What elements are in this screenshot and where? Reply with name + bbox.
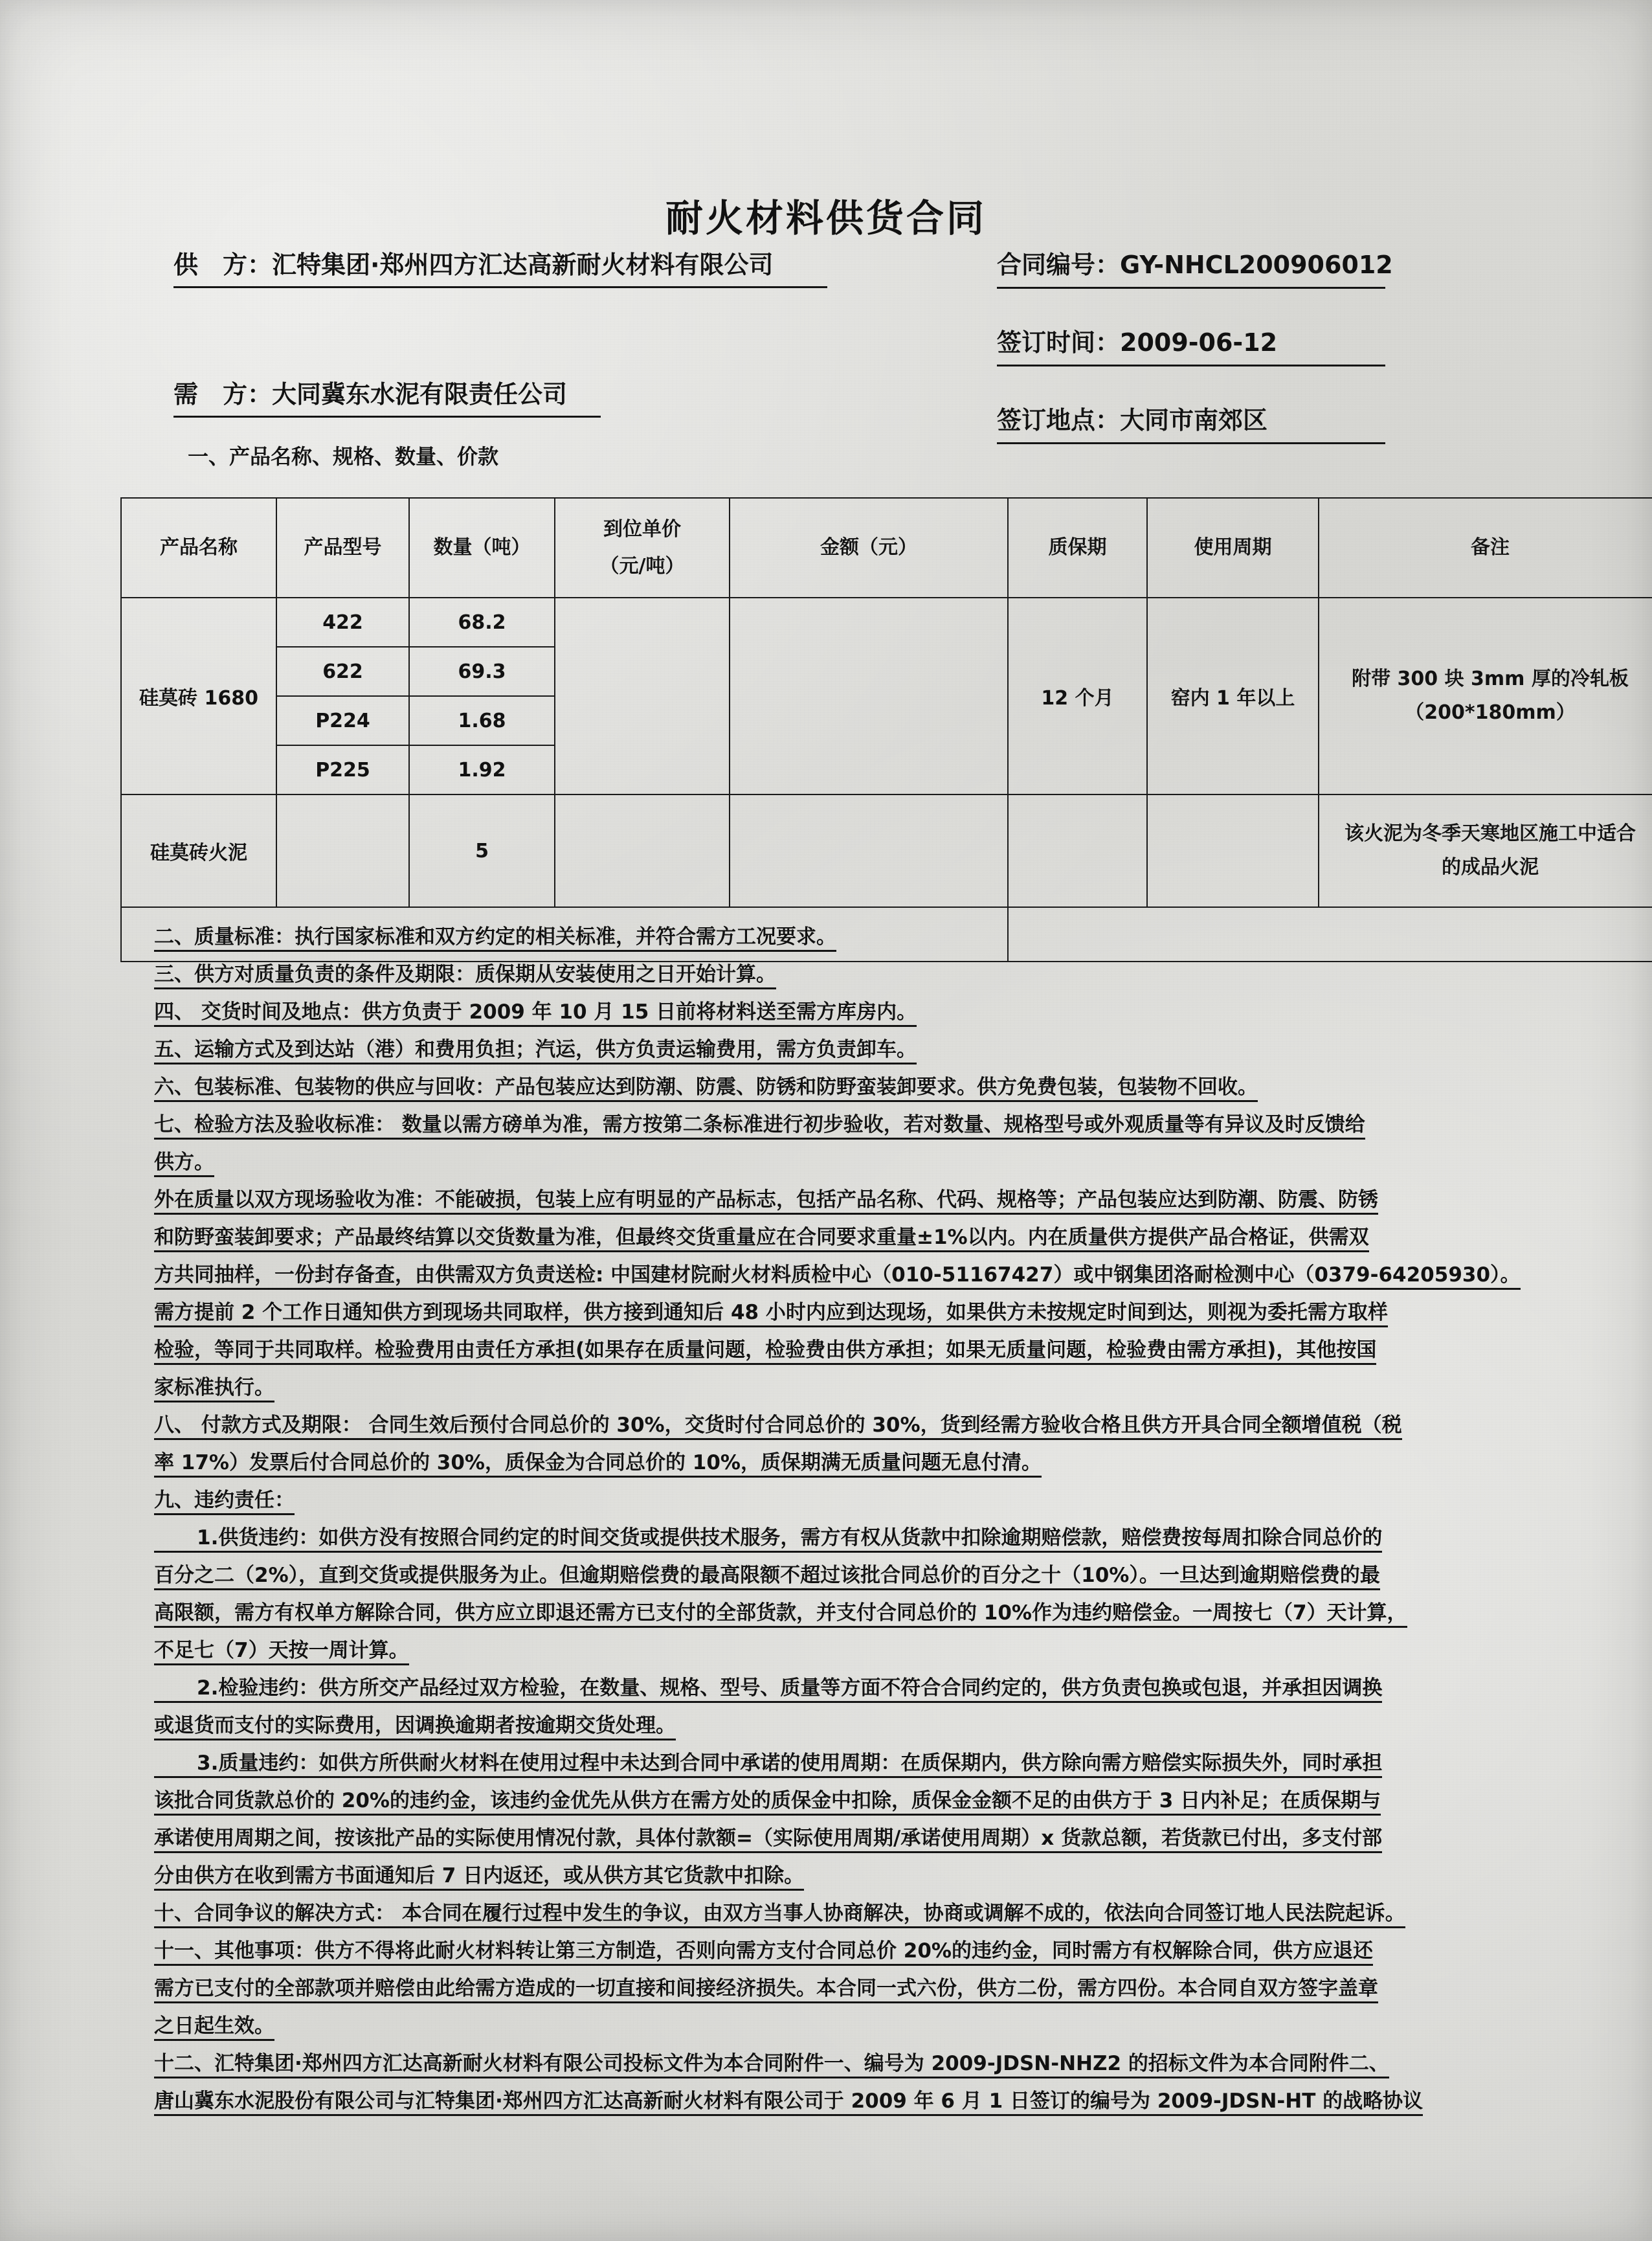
page-title: 耐火材料供货合同 xyxy=(665,196,987,240)
sign-place-underline xyxy=(997,442,1385,444)
cell-service-life-1: 窑内 1 年以上 xyxy=(1147,598,1319,794)
clause-paragraph xyxy=(154,927,1565,952)
clause-line: 十一、其他事项：供方不得将此耐火材料转让第三方制造，否则向需方支付合同总价 20%的违约金，同时需方有权解除合同，供方应退还 xyxy=(154,1941,1373,1966)
clause-paragraph xyxy=(154,2054,1565,2116)
clause-line: 三、供方对质量负责的条件及期限：质保期从安装使用之日开始计算。 xyxy=(154,965,776,989)
sign-date-value: 2009-06-12 xyxy=(1120,328,1278,357)
clause-line: 二、质量标准：执行国家标准和双方约定的相关标准，并符合需方工况要求。 xyxy=(154,927,836,952)
clause-paragraph xyxy=(154,1753,1565,1891)
contract-number-label: 合同编号： xyxy=(997,251,1121,279)
clause-line: 率 17%）发票后付合同总价的 30%，质保金为合同总价的 10%，质保期满无质量问题无息付清。 xyxy=(154,1453,1042,1478)
clause-paragraph xyxy=(154,1678,1565,1740)
table-header-row xyxy=(121,498,1652,598)
clause-line: 或退货而支付的实际费用，因调换逾期者按逾期交货处理。 xyxy=(154,1716,676,1740)
clause-line: 家标准执行。 xyxy=(154,1378,274,1402)
unit-price-line-2: （元/吨） xyxy=(599,555,685,578)
contract-number-value: GY-NHCL200906012 xyxy=(1120,251,1393,279)
sign-date-row xyxy=(997,322,1277,358)
clause-line: 供方。 xyxy=(154,1153,214,1177)
cell-qty-1-1: 68.2 xyxy=(409,598,555,647)
col-header-amount: 金额（元） xyxy=(730,498,1008,598)
sign-date-label: 签订时间： xyxy=(997,328,1121,357)
clause-line: 十二、汇特集团·郑州四方汇达高新耐火材料有限公司投标文件为本合同附件一、编号为 2009-JDSN-NHZ2 的招标文件为本合同附件二、 xyxy=(154,2054,1389,2078)
sign-date-underline xyxy=(997,365,1385,366)
col-header-unit-price xyxy=(555,498,730,598)
clause-paragraph xyxy=(154,1415,1565,1478)
section-1-heading: 一、产品名称、规格、数量、价款 xyxy=(188,444,499,469)
clause-paragraph xyxy=(154,1077,1565,1102)
table-row xyxy=(121,598,1652,647)
cell-amount-1 xyxy=(730,598,1008,794)
cell-model-1-2: 622 xyxy=(276,647,409,696)
clause-line: 需方已支付的全部款项并赔偿由此给需方造成的一切直接和间接经济损失。本合同一式六份，供方二份，需方四份。本合同自双方签字盖章 xyxy=(154,1979,1378,2003)
col-header-service-life: 使用周期 xyxy=(1147,498,1319,598)
clause-line: 3.质量违约：如供方所供耐火材料在使用过程中未达到合同中承诺的使用周期：在质保期内，供方除向需方赔偿实际损失外，同时承担 xyxy=(154,1753,1382,1778)
supplier-name: 汇特集团·郑州四方汇达高新耐火材料有限公司 xyxy=(272,251,774,279)
clause-paragraph xyxy=(154,965,1565,989)
cell-model-2 xyxy=(276,794,409,907)
clause-line: 九、违约责任： xyxy=(154,1491,295,1515)
cell-product-name-2: 硅莫砖火泥 xyxy=(121,794,276,907)
buyer-label: 需 方： xyxy=(173,380,273,409)
sign-place-row xyxy=(997,400,1267,436)
clause-line: 之日起生效。 xyxy=(154,2016,274,2041)
cell-unit-price-1 xyxy=(555,598,730,794)
supplier-underline xyxy=(173,286,827,288)
cell-service-life-2 xyxy=(1147,794,1319,907)
clause-line: 承诺使用周期之间，按该批产品的实际使用情况付款，具体付款额=（实际使用周期/承诺使用周期）x 货款总额，若货款已付出，多支付部 xyxy=(154,1829,1382,1853)
clause-line: 高限额，需方有权单方解除合同，供方应立即退还需方已支付的全部货款，并支付合同总价的 10%作为违约赔偿金。一周按七（7）天计算， xyxy=(154,1603,1407,1628)
cell-model-1-1: 422 xyxy=(276,598,409,647)
clause-list xyxy=(154,927,1565,2129)
unit-price-line-1: 到位单价 xyxy=(603,517,681,541)
clause-line: 八、 付款方式及期限： 合同生效后预付合同总价的 30%，交货时付合同总价的 30%，货到经需方验收合格且供方开具合同全额增值税（税 xyxy=(154,1415,1402,1440)
cell-qty-1-4: 1.92 xyxy=(409,745,555,794)
clause-line: 百分之二（2%），直到交货或提供服务为止。但逾期赔偿费的最高限额不超过该批合同总价的百分之十（10%）。一旦达到逾期赔偿费的最 xyxy=(154,1566,1380,1590)
clause-line: 检验，等同于共同取样。检验费用由责任方承担(如果存在质量问题，检验费由供方承担；如果无质量问题，检验费由需方承担)，其他按国 xyxy=(154,1340,1376,1365)
clause-line: 分由供方在收到需方书面通知后 7 日内返还，或从供方其它货款中扣除。 xyxy=(154,1866,804,1891)
col-header-product-model: 产品型号 xyxy=(276,498,409,598)
remark-1-line-1: 附带 300 块 3mm 厚的冷轧板 xyxy=(1352,667,1629,690)
clause-paragraph xyxy=(154,1002,1565,1027)
cell-unit-price-2 xyxy=(555,794,730,907)
clause-line: 1.供货违约：如供方没有按照合同约定的时间交货或提供技术服务，需方有权从货款中扣除逾期赔偿款，赔偿费按每周扣除合同总价的 xyxy=(154,1528,1382,1553)
cell-warranty-2 xyxy=(1008,794,1147,907)
cell-qty-2: 5 xyxy=(409,794,555,907)
col-header-product-name: 产品名称 xyxy=(121,498,276,598)
clause-paragraph xyxy=(154,1528,1565,1665)
cell-warranty-1: 12 个月 xyxy=(1008,598,1147,794)
col-header-warranty: 质保期 xyxy=(1008,498,1147,598)
cell-qty-1-2: 69.3 xyxy=(409,647,555,696)
cell-model-1-4: P225 xyxy=(276,745,409,794)
sign-place-label: 签订地点： xyxy=(997,406,1121,434)
clause-line: 方共同抽样，一份封存备查，由供需双方负责送检: 中国建材院耐火材料质检中心（010-51167427）或中钢集团洛耐检测中心（0379-64205930）。 xyxy=(154,1265,1521,1290)
clause-line: 2.检验违约：供方所交产品经过双方检验，在数量、规格、型号、质量等方面不符合合同约定的，供方负责包换或包退，并承担因调换 xyxy=(154,1678,1382,1703)
clause-line: 不足七（7）天按一周计算。 xyxy=(154,1641,409,1665)
clause-line: 六、包装标准、包装物的供应与回收：产品包装应达到防潮、防震、防锈和防野蛮装卸要求。供方免费包装，包装物不回收。 xyxy=(154,1077,1258,1102)
cell-amount-2 xyxy=(730,794,1008,907)
clause-paragraph xyxy=(154,1941,1565,2041)
clause-line: 需方提前 2 个工作日通知供方到现场共同取样，供方接到通知后 48 小时内应到达现场，如果供方未按规定时间到达，则视为委托需方取样 xyxy=(154,1303,1388,1327)
clause-line: 七、检验方法及验收标准： 数量以需方磅单为准，需方按第二条标准进行初步验收，若对数量、规格型号或外观质量等有异议及时反馈给 xyxy=(154,1115,1365,1140)
cell-model-1-3: P224 xyxy=(276,696,409,745)
clause-paragraph xyxy=(154,1491,1565,1515)
table-row xyxy=(121,794,1652,907)
clause-line: 外在质量以双方现场验收为准：不能破损，包装上应有明显的产品标志，包括产品名称、代码、规格等；产品包装应达到防潮、防震、防锈 xyxy=(154,1190,1378,1215)
clause-line: 四、 交货时间及地点：供方负责于 2009 年 10 月 15 日前将材料送至需方库房内。 xyxy=(154,1002,917,1027)
buyer-name: 大同冀东水泥有限责任公司 xyxy=(272,380,568,409)
remark-2-line-1: 该火泥为冬季天寒地区施工中适合 xyxy=(1345,822,1636,845)
buyer-underline xyxy=(173,416,601,418)
sign-place-value: 大同市南郊区 xyxy=(1120,406,1268,434)
supplier-label: 供 方： xyxy=(173,251,273,279)
remark-1-line-2: （200*180mm） xyxy=(1405,701,1576,724)
remark-2-line-2: 的成品火泥 xyxy=(1442,856,1539,879)
contract-number-row xyxy=(997,245,1393,280)
cell-remark-2 xyxy=(1319,794,1652,907)
clause-paragraph xyxy=(154,1115,1565,1177)
clause-line: 五、运输方式及到达站（港）和费用负担；汽运，供方负责运输费用，需方负责卸车。 xyxy=(154,1040,917,1064)
cell-qty-1-3: 1.68 xyxy=(409,696,555,745)
buyer-row xyxy=(173,374,567,410)
product-table xyxy=(120,497,1652,962)
col-header-remark: 备注 xyxy=(1319,498,1652,598)
cell-product-name-1: 硅莫砖 1680 xyxy=(121,598,276,794)
supplier-row xyxy=(173,245,773,280)
clause-line: 该批合同货款总价的 20%的违约金，该违约金优先从供方在需方处的质保金中扣除，质保金金额不足的由供方于 3 日内补足；在质保期与 xyxy=(154,1791,1381,1816)
clause-paragraph xyxy=(154,1190,1565,1402)
contract-number-underline xyxy=(997,287,1385,289)
col-header-quantity: 数量（吨） xyxy=(409,498,555,598)
clause-line: 和防野蛮装卸要求；产品最终结算以交货数量为准，但最终交货重量应在合同要求重量±1%以内。内在质量供方提供产品合格证，供需双 xyxy=(154,1228,1369,1252)
clause-paragraph xyxy=(154,1040,1565,1064)
clause-line: 十、合同争议的解决方式： 本合同在履行过程中发生的争议，由双方当事人协商解决，协商或调解不成的，依法向合同签订地人民法院起诉。 xyxy=(154,1904,1405,1928)
cell-remark-1 xyxy=(1319,598,1652,794)
clause-paragraph xyxy=(154,1904,1565,1928)
clause-line: 唐山冀东水泥股份有限公司与汇特集团·郑州四方汇达高新耐火材料有限公司于 2009 年 6 月 1 日签订的编号为 2009-JDSN-HT 的战略协议 xyxy=(154,2091,1423,2116)
